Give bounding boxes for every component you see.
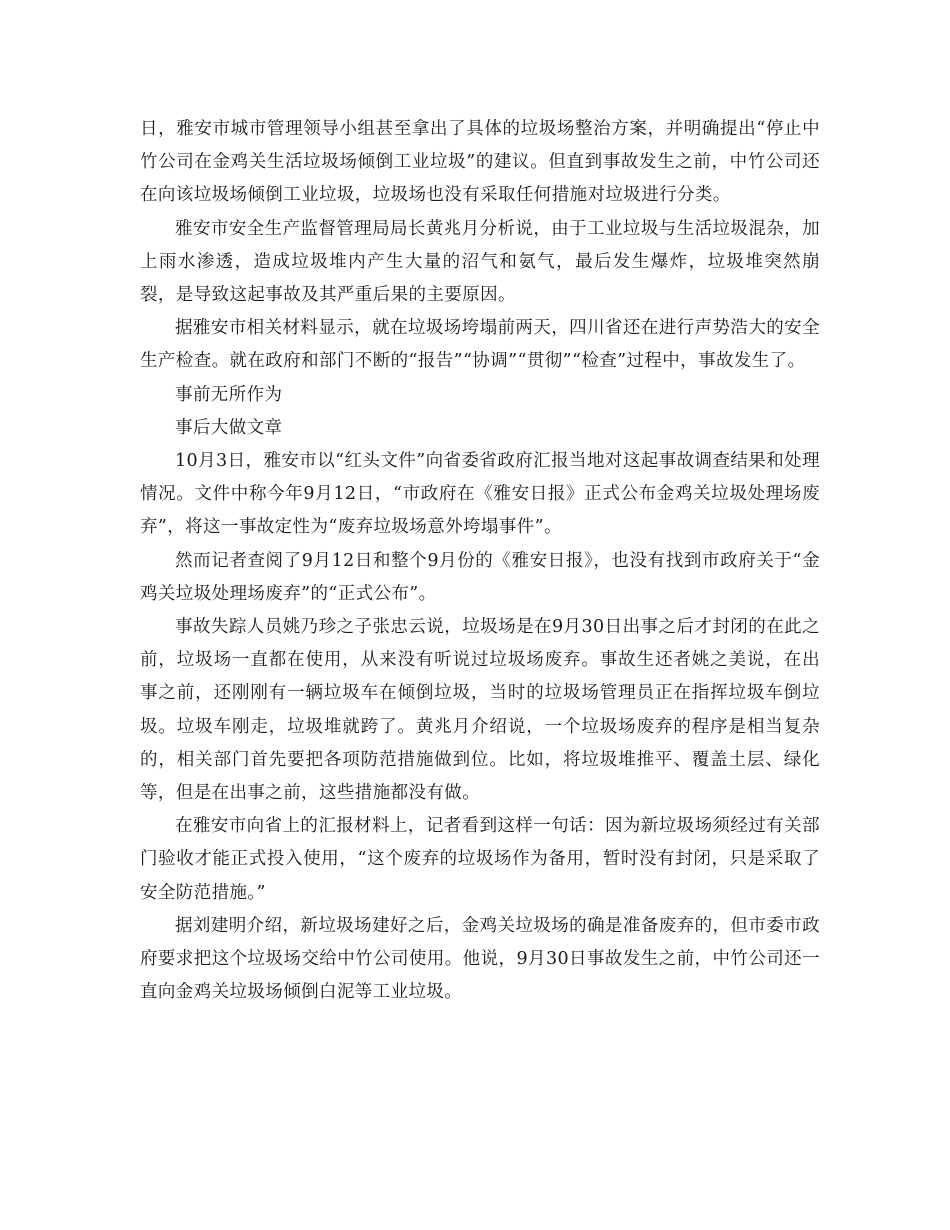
- section-heading-2: 事后大做文章: [175, 417, 283, 438]
- paragraph-4: 10月3日，雅安市以“红头文件”向省委省政府汇报当地对这起事故调查结果和处理情况。文件中称今年9月12日，“市政府在《雅安日报》正式公布金鸡关垃圾处理场废弃”，将这一事故定性为“废弃垃圾场意外垮塌事件”。: [140, 451, 820, 538]
- section-heading-1: 事前无所作为: [175, 384, 283, 405]
- paragraph-7: 在雅安市向省上的汇报材料上，记者看到这样一句话：因为新垃圾场须经过有关部门验收才能正式投入使用，“这个废弃的垃圾场作为备用，暂时没有封闭，只是采取了安全防范措施。”: [140, 816, 820, 903]
- paragraph-8: 据刘建明介绍，新垃圾场建好之后，金鸡关垃圾场的确是准备废弃的，但市委市政府要求把这个垃圾场交给中竹公司使用。他说，9月30日事故发生之前，中竹公司还一直向金鸡关垃圾场倾倒白泥等工业垃圾。: [140, 915, 820, 1003]
- paragraph-3: 据雅安市相关材料显示，就在垃圾场垮塌前两天，四川省还在进行声势浩大的安全生产检查。就在政府和部门不断的“报告”“协调”“贯彻”“检查”过程中，事故发生了。: [140, 318, 820, 372]
- paragraph-6: 事故失踪人员姚乃珍之子张忠云说，垃圾场是在9月30日出事之后才封闭的在此之前，垃圾场一直都在使用，从来没有听说过垃圾场废弃。事故生还者姚之美说，在出事之前，还刚刚有一辆垃圾车在倾倒垃圾，当时的垃圾场管理员正在指挥垃圾车倒垃圾。垃圾车刚走，垃圾堆就跨了。黄兆月介绍说，一个垃圾场废弃的程序是相当复杂的，相关部门首先要把各项防范措施做到位。比如，将垃圾堆推平、覆盖土层、绿化等，但是在出事之前，这些措施都没有做。: [140, 617, 820, 804]
- paragraph-2: 雅安市安全生产监督管理局局长黄兆月分析说，由于工业垃圾与生活垃圾混杂，加上雨水渗透，造成垃圾堆内产生大量的沼气和氨气，最后发生爆炸，垃圾堆突然崩裂，是导致这起事故及其严重后果的主要原因。: [140, 218, 820, 306]
- paragraph-1: 日，雅安市城市管理领导小组甚至拿出了具体的垃圾场整治方案，并明确提出“停止中竹公司在金鸡关生活垃圾场倾倒工业垃圾”的建议。但直到事故发生之前，中竹公司还在向该垃圾场倾倒工业垃圾，垃圾场也没有采取任何措施对垃圾进行分类。: [140, 119, 820, 206]
- document-body: [140, 113, 820, 1009]
- paragraph-5: 然而记者查阅了9月12日和整个9月份的《雅安日报》，也没有找到市政府关于“金鸡关垃圾处理场废弃”的“正式公布”。: [140, 550, 820, 604]
